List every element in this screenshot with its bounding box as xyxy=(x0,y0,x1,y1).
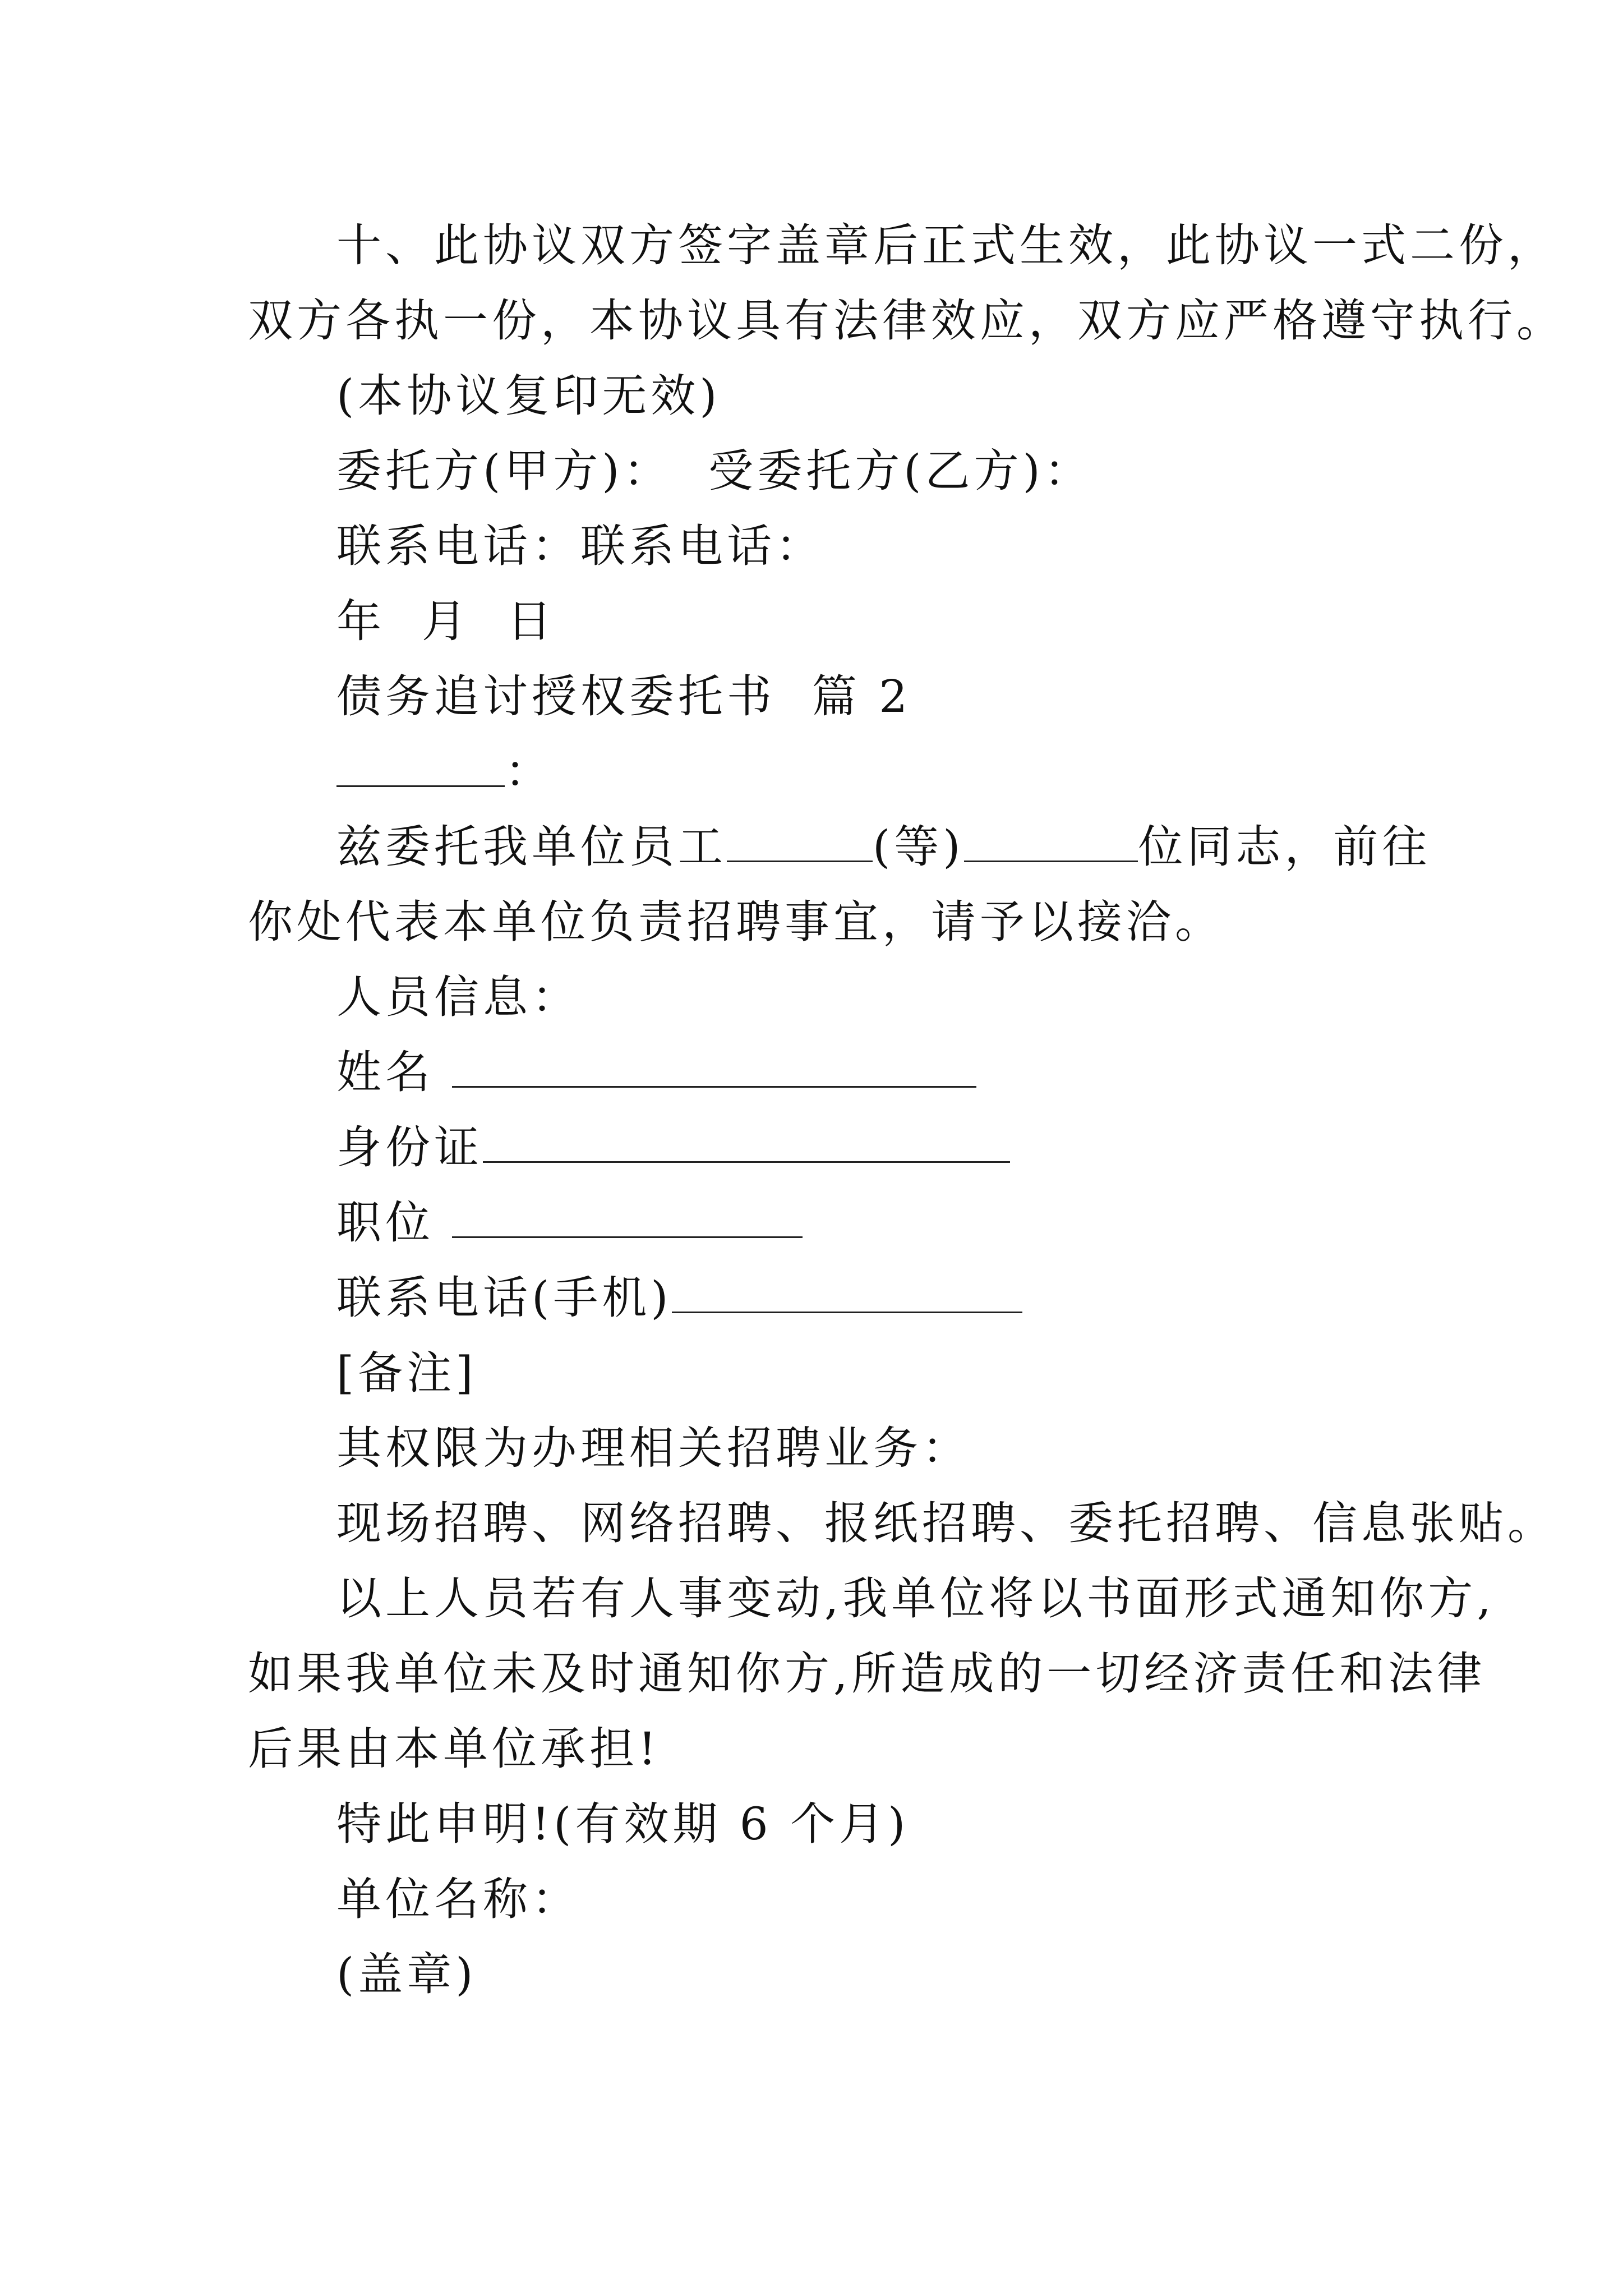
clause-ten-line-2: 双方各执一份，本协议具有法律效应，双方应严格遵守执行。 xyxy=(248,295,1565,347)
name-line xyxy=(336,1045,976,1101)
name-blank xyxy=(452,1047,976,1088)
change-notice-line-3: 后果由本单位承担! xyxy=(248,1723,661,1775)
change-notice-line-2: 如果我单位未及时通知你方,所造成的一切经济责任和法律 xyxy=(248,1648,1486,1700)
position-label: 职位 xyxy=(336,1197,453,1249)
employee-blank xyxy=(727,821,873,862)
mobile-line xyxy=(336,1270,1022,1326)
section-title: 债务追讨授权委托书 篇 2 xyxy=(336,670,912,723)
addressee-line xyxy=(336,744,554,800)
remarks-label: [备注] xyxy=(336,1347,477,1399)
name-label: 姓名 xyxy=(336,1046,453,1098)
entrust-text-b: (等) xyxy=(873,821,965,873)
id-card-line xyxy=(336,1120,1010,1176)
copy-invalid-note: (本协议复印无效) xyxy=(336,370,721,422)
authority-items: 现场招聘、网络招聘、报纸招聘、委托招聘、信息张贴。 xyxy=(336,1497,1556,1549)
change-notice-line-1: 以上人员若有人事变动,我单位将以书面形式通知你方, xyxy=(336,1572,1495,1625)
entrust-text-c: 位同志，前往 xyxy=(1138,821,1431,873)
authority-label: 其权限为办理相关招聘业务： xyxy=(336,1422,971,1474)
addressee-colon: ： xyxy=(505,746,554,798)
position-blank xyxy=(452,1197,803,1238)
unit-name-label: 单位名称： xyxy=(336,1873,580,1925)
entrust-text-a: 兹委托我单位员工 xyxy=(336,821,727,873)
entrust-line-1 xyxy=(336,819,1431,875)
declaration-line: 特此申明!(有效期 6 个月) xyxy=(336,1798,910,1850)
mobile-label: 联系电话(手机) xyxy=(336,1272,672,1324)
entrust-line-2: 你处代表本单位负责招聘事宜，请予以接洽。 xyxy=(248,896,1224,948)
phone-labels: 联系电话：联系电话： xyxy=(336,520,824,572)
date-line: 年 月 日 xyxy=(336,595,556,647)
mobile-blank xyxy=(672,1272,1022,1313)
count-blank xyxy=(964,821,1138,862)
id-card-blank xyxy=(483,1122,1010,1163)
seal-label: (盖章) xyxy=(336,1948,477,2000)
addressee-blank xyxy=(336,746,505,787)
id-card-label: 身份证 xyxy=(336,1121,483,1174)
position-line xyxy=(336,1195,803,1251)
personnel-info-label: 人员信息： xyxy=(336,971,580,1023)
clause-ten-line-1: 十、此协议双方签字盖章后正式生效，此协议一式二份， xyxy=(336,219,1556,272)
party-labels: 委托方(甲方)： 受委托方(乙方)： xyxy=(336,445,1093,497)
